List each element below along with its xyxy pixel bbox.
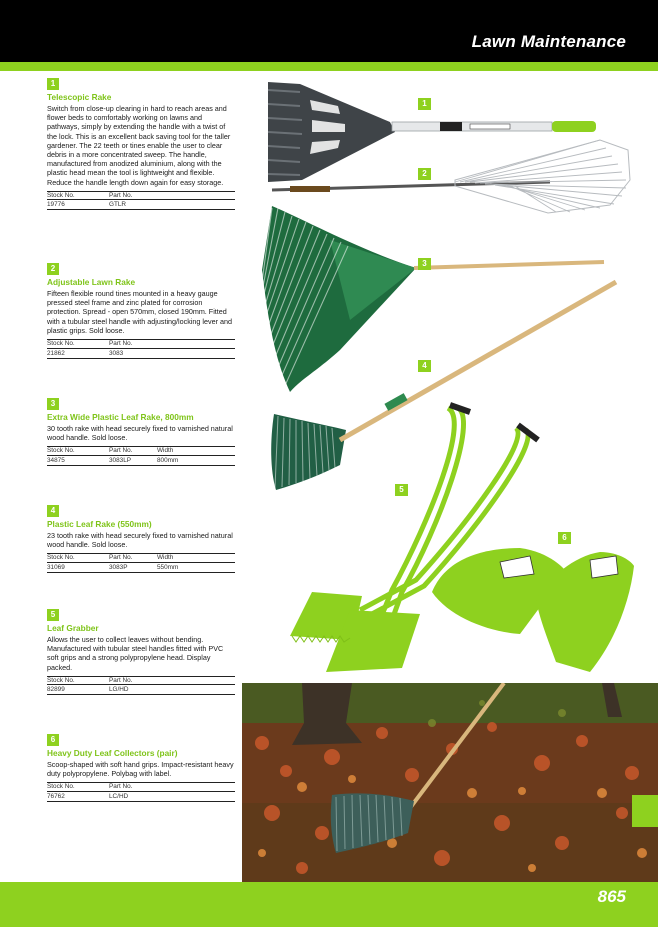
product-number-badge: 3	[47, 398, 59, 410]
col-header-part: Part No.	[109, 191, 133, 199]
col-header-width: Width	[157, 554, 174, 562]
footer-bar	[0, 882, 658, 927]
page-number: 865	[597, 887, 626, 906]
part-number: LC/HD	[109, 791, 235, 801]
product-number-badge: 2	[47, 263, 59, 275]
product-title: Plastic Leaf Rake (550mm)	[47, 519, 152, 529]
col-header-width: Width	[157, 447, 174, 455]
figure-label-5: 5	[395, 484, 408, 496]
part-number: 3083LP	[109, 455, 157, 465]
col-header-stock: Stock No.	[47, 676, 75, 684]
col-header-stock: Stock No.	[47, 554, 75, 562]
figure-label-2: 2	[418, 168, 431, 180]
part-number: 3083	[109, 348, 235, 358]
figure-label-1: 1	[418, 98, 431, 110]
stock-number: 82899	[47, 685, 109, 695]
product-title: Telescopic Rake	[47, 92, 112, 102]
col-header-part: Part No.	[109, 676, 133, 684]
part-number: 3083P	[109, 562, 157, 572]
product-title: Leaf Grabber	[47, 623, 99, 633]
section-title: Lawn Maintenance	[471, 32, 626, 51]
figure-label-6: 6	[558, 532, 571, 544]
col-header-part: Part No.	[109, 783, 133, 791]
product-description: Scoop-shaped with soft hand grips. Impact-resistant heavy duty polypropylene. Polybag with label.	[47, 760, 234, 779]
figure-label-4: 4	[418, 360, 431, 372]
col-header-part: Part No.	[109, 447, 133, 455]
product-title: Adjustable Lawn Rake	[47, 277, 136, 287]
product-description: Fifteen flexible round tines mounted in a heavy gauge pressed steel frame and zinc plated for corrosion protection. Spread - open 570mm, closed 190mm. Fitted with a tubular steel handle with adjusting/locking lever and plastic grips. Sold loose.	[47, 289, 232, 335]
product-description: 30 tooth rake with head securely fixed to varnished natural wood handle. Sold loose.	[47, 424, 233, 443]
col-header-part: Part No.	[109, 554, 133, 562]
stock-number: 19776	[47, 200, 109, 210]
telescopic-rake-image	[268, 82, 596, 182]
product-number-badge: 5	[47, 609, 59, 621]
section-side-tab	[632, 795, 658, 827]
product-number-badge: 4	[47, 505, 59, 517]
product-title: Extra Wide Plastic Leaf Rake, 800mm	[47, 412, 194, 422]
figure-label-3: 3	[418, 258, 431, 270]
stock-number: 76762	[47, 791, 109, 801]
width-value: 550mm	[157, 562, 235, 572]
col-header-stock: Stock No.	[47, 340, 75, 348]
product-description: Switch from close-up clearing in hard to reach areas and flower beds to comfortably working on lawns and pathways, simply by extending the handle with a twist of the lock. This is an excellent back saving tool for the taller gardener. The 22 teeth or tines enable the user to clear debris in a more concentrated sweep. The handle, manufactured from anodized aluminium, along with the plastic head mean the tool is lightweight and flexible. Reduce the handle length down again for easy storage.	[47, 104, 231, 187]
stock-number: 34875	[47, 455, 109, 465]
width-value: 800mm	[157, 455, 235, 465]
autumn-leaves-photo	[242, 683, 658, 882]
stock-number: 31069	[47, 562, 109, 572]
col-header-stock: Stock No.	[47, 447, 75, 455]
product-description: Allows the user to collect leaves without bending. Manufactured with tubular steel handles fitted with PVC soft grips and a strong polypropylene head. Display packed.	[47, 635, 224, 672]
col-header-stock: Stock No.	[47, 783, 75, 791]
stock-number: 21862	[47, 348, 109, 358]
product-description: 23 tooth rake with head securely fixed to varnished natural wood handle. Sold loose.	[47, 531, 233, 550]
product-title: Heavy Duty Leaf Collectors (pair)	[47, 748, 178, 758]
extra-wide-leaf-rake-image	[262, 206, 604, 392]
part-number: GTLR	[109, 200, 235, 210]
leaf-collectors-image	[432, 548, 634, 672]
product-number-badge: 6	[47, 734, 59, 746]
col-header-part: Part No.	[109, 340, 133, 348]
product-number-badge: 1	[47, 78, 59, 90]
part-number: LG/HD	[109, 685, 235, 695]
col-header-stock: Stock No.	[47, 191, 75, 199]
